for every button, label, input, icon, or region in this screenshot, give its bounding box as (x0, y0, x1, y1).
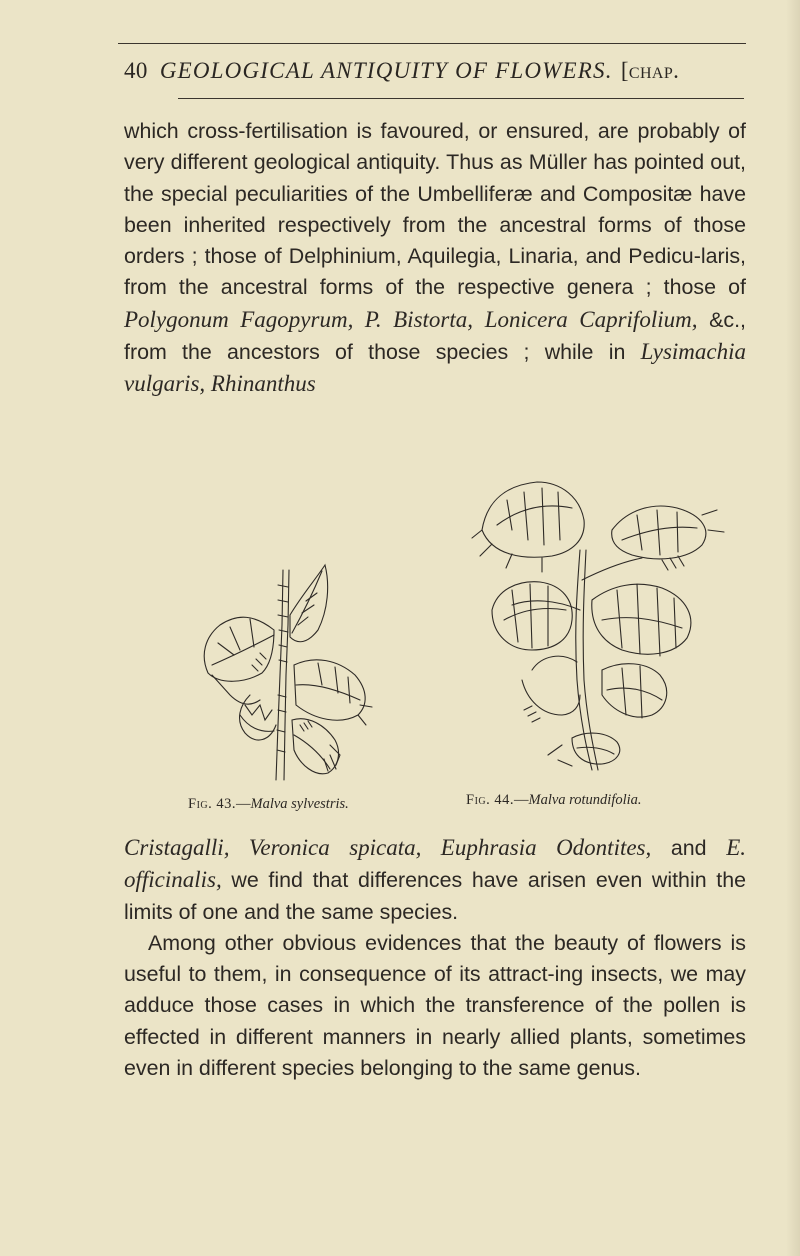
figure-species: Malva sylvestris. (250, 796, 349, 812)
figure-number: Fig. 43. (188, 796, 236, 812)
top-rule (118, 43, 746, 44)
caption-dash: — (514, 792, 529, 808)
figure-species: Malva rotundifolia. (528, 792, 642, 808)
caption-dash: — (236, 796, 251, 812)
paragraph-top (124, 116, 746, 401)
species-names: Polygonum Fagopyrum, P. Bistorta, (124, 306, 474, 332)
page-edge-shadow (786, 0, 800, 1256)
species-names: Lysimachia vulgaris, Rhinanthus (124, 339, 746, 397)
malva-rotundifolia-illustration (462, 470, 732, 780)
figure-43 (190, 555, 380, 785)
paragraph-bottom (124, 832, 746, 1084)
caption-fig-43 (188, 796, 349, 813)
figure-number: Fig. 44. (466, 792, 514, 808)
page-number: 40 (124, 58, 148, 83)
paragraph-continued (124, 832, 746, 928)
text-run: and (651, 836, 727, 860)
malva-sylvestris-illustration (190, 555, 380, 785)
text-run (473, 308, 485, 332)
figure-44 (462, 470, 732, 780)
species-names: E. officinalis, (124, 835, 746, 893)
species-names: Lonicera Caprifolium, (484, 306, 698, 332)
paragraph-top-text (124, 116, 746, 401)
paragraph-new: Among other obvious evidences that the beauty of flowers is useful to them, in consequence of its attract-ing insects, we may adduce those cases in which the transference of the pollen is effected in different manners in nearly allied plants, sometimes even in different species belonging to the same genus. (124, 930, 746, 1081)
text-run: we find that differences have arisen even within the limits of one and the same species. (124, 868, 746, 924)
text-run: which cross-fertilisation is favoured, or ensured, are probably of very different geological antiquity. Thus as Müller has pointed out, the special peculiarities of the Umbelliferæ and Compositæ have been inherited respectively from the ancestral forms of those orders ; those of Delphinium, Aquilegia, Linaria, and Pedicu-laris, from the ancestral forms of the respective genera ; those of (124, 119, 746, 300)
running-header (124, 58, 764, 84)
header-rule (178, 98, 744, 99)
caption-fig-44 (466, 792, 642, 809)
text-run: &c., from the ancestors of those species ; while in (124, 307, 747, 365)
chapter-mark: [chap. (620, 58, 680, 83)
running-title: GEOLOGICAL ANTIQUITY OF FLOWERS. (159, 58, 613, 83)
species-names: Cristagalli, Veronica spicata, Euphrasia Odontites, (124, 835, 652, 860)
